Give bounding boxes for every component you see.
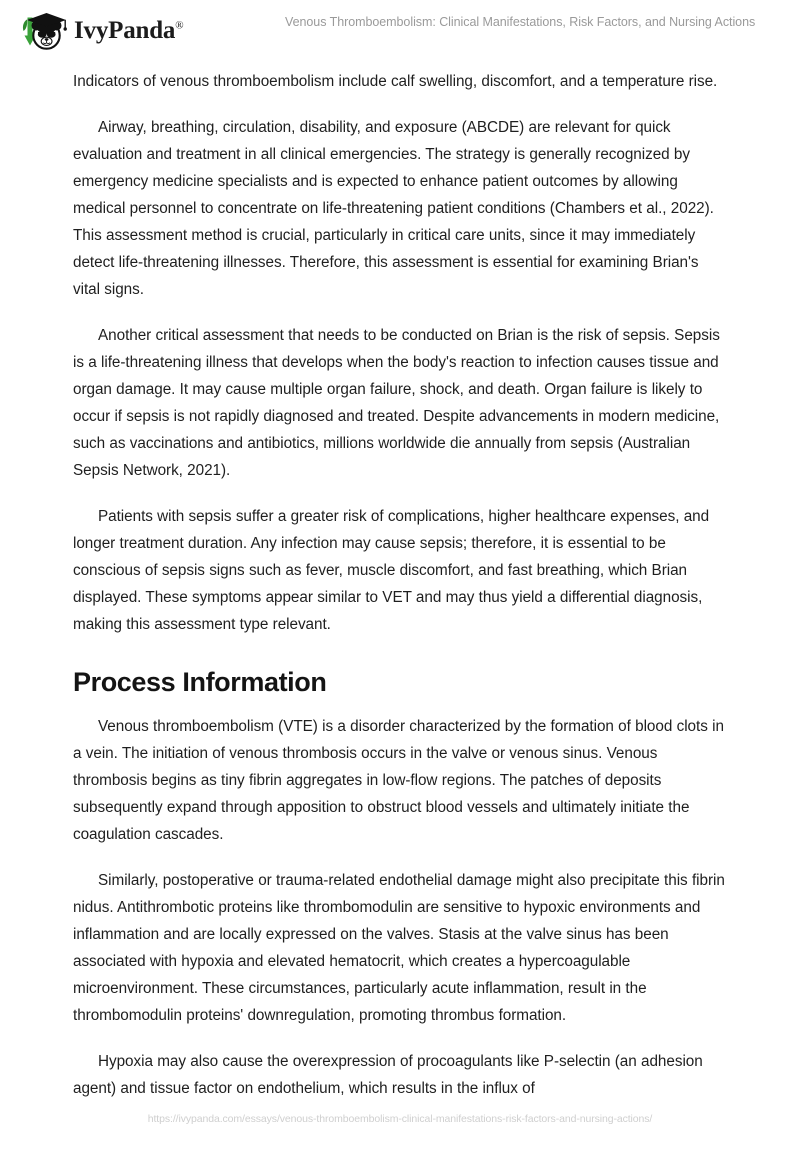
brand-name xyxy=(74,18,183,43)
footer-source-url: https://ivypanda.com/essays/venous-thromboembolism-clinical-manifestations-risk-factors-and-nursing-actions/ xyxy=(147,1113,653,1125)
brand-logo[interactable] xyxy=(16,7,183,53)
body-paragraph: Venous thromboembolism (VTE) is a disorder characterized by the formation of blood clots in a vein. The initiation of venous thrombosis occurs in the valve or venous sinus. Venous thrombosis begins as tiny fibrin aggregates in low-flow regions. The patches of deposits subsequently expand through apposition to obstruct blood vessels and ultimately initiate the coagulation cascades. xyxy=(73,718,724,843)
page-header xyxy=(0,0,800,60)
panda-graduate-logo-icon xyxy=(16,7,68,53)
body-paragraph: Hypoxia may also cause the overexpression of procoagulants like P-selectin (an adhesion agent) and tissue factor on endothelium, which results in the influx of xyxy=(73,1053,703,1097)
document-running-title: Venous Thromboembolism: Clinical Manifestations, Risk Factors, and Nursing Actions xyxy=(285,15,756,29)
body-paragraph: Patients with sepsis suffer a greater risk of complications, higher healthcare expenses, and longer treatment duration. Any infection may cause sepsis; therefore, it is essential to be conscious of sepsis signs such as fever, muscle discomfort, and fast breathing, which Brian displayed. These symptoms appear similar to VET and may thus yield a differential diagnosis, making this assessment type relevant. xyxy=(73,508,710,633)
body-paragraph: Airway, breathing, circulation, disability, and exposure (ABCDE) are relevant for quick evaluation and treatment in all clinical emergencies. The strategy is generally recognized by emergency medicine specialists and is expected to enhance patient outcomes by allowing medical personnel to concentrate on life-threatening patient conditions (Chambers et al., 2022). This assessment method is crucial, particularly in critical care units, since it may immediately detect life-threatening illnesses. Therefore, this assessment is essential for examining Brian's vital signs. xyxy=(73,119,714,298)
page-footer xyxy=(0,1100,800,1160)
body-paragraph: Indicators of venous thromboembolism include calf swelling, discomfort, and a temperature rise. xyxy=(73,73,718,90)
brand-name-text: IvyPanda xyxy=(74,16,176,44)
document-body xyxy=(73,68,726,1121)
section-heading: Process Information xyxy=(73,667,327,697)
body-paragraph: Similarly, postoperative or trauma-related endothelial damage might also precipitate this fibrin nidus. Antithrombotic proteins like thrombomodulin are sensitive to hypoxic environments and inflammation and are locally expressed on the valves. Stasis at the valve sinus has been associated with hypoxia and elevated hematocrit, which creates a hypercoagulable microenvironment. These circumstances, particularly acute inflammation, result in the thrombomodulin proteins' downregulation, promoting thrombus formation. xyxy=(73,872,725,1024)
registered-trademark-mark: ® xyxy=(175,19,184,32)
body-paragraph: Another critical assessment that needs to be conducted on Brian is the risk of sepsis. Sepsis is a life-threatening illness that develops when the body's reaction to infection causes tissue and organ damage. It may cause multiple organ failure, shock, and death. Organ failure is likely to occur if sepsis is not rapidly diagnosed and treated. Despite advancements in modern medicine, such as vaccinations and antibiotics, millions worldwide die annually from sepsis (Australian Sepsis Network, 2021). xyxy=(73,327,720,479)
